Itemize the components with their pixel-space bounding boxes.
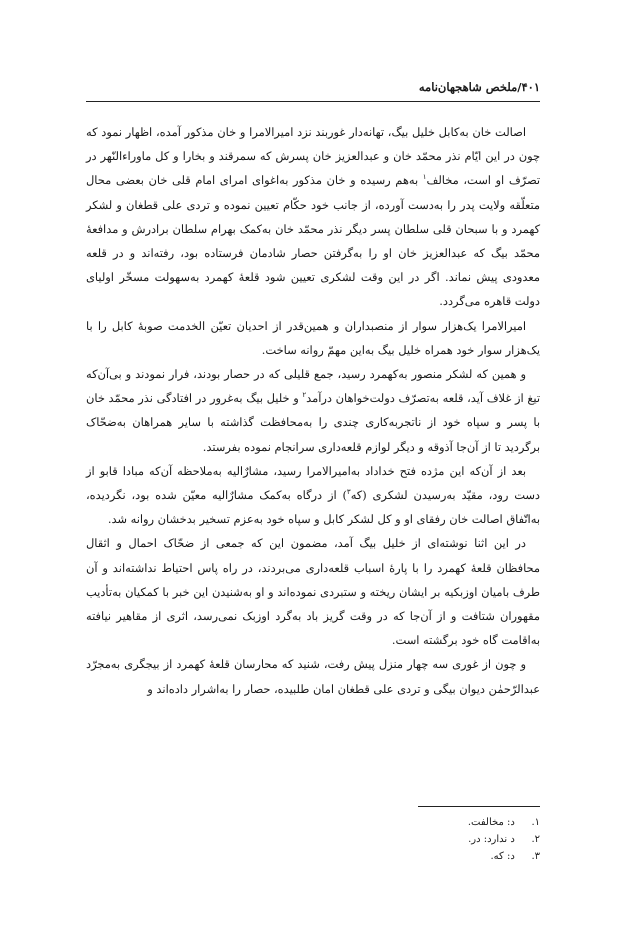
paragraph-text: به‌هم رسیده و خان مذکور به‌اغوای امرای امام قلی خان بعضی محال متعلّقه ولایت پدر را به‌دست آورده، از جانب خود حکّام تعیین نموده و تردی علی قطغان و لشکر کهمرد و با سبحان قلی سلطان پسر دیگر نذر محمّد خان به‌کمک بهرام سلطان برادرش و مدافعهٔ محمّد بیگ که عبدالعزیز خان او را به‌گرفتن حصار شادمان فرستاده بود، رفته‌اند و در قلعه معدودی پیش نماند. اگر در این وقت لشکری تعیین شود قلعهٔ کهمرد به‌سهولت مسخّر اولیای دولت قاهره می‌گردد.: [86, 173, 540, 309]
footnote-text: د ندارد: در.: [468, 834, 515, 845]
paragraph: [86, 531, 540, 652]
footnote-ref[interactable]: ۲: [302, 391, 307, 400]
footnote-number: ۱.: [531, 817, 540, 828]
paragraph-text: بعد از آن‌که این مژده فتح خداداد به‌امیرالامرا رسید، مشارٌالیه به‌ملاحظه آن‌که مبادا قابو از دست رود، مقیّد به‌رسیدن لشکری (که: [86, 463, 541, 503]
footnote-ref[interactable]: ۳: [346, 488, 351, 497]
paragraph: [86, 362, 540, 459]
paragraph-text: و خلیل بیگ به‌غرور در افتادگی نذر محمّد خان با پسر و سپاه خود از ناتجربه‌کاری چندی را به‌محافظت گذاشته با سایر همراهان به‌ضحّاک برگردید تا از آن‌جا آذوقه و دیگر لوازم قلعه‌داری سرانجام نموده بفرستد.: [86, 391, 540, 454]
footnote: [86, 814, 540, 831]
paragraph-text: امیرالامرا یک‌هزار سوار از منصبداران و همین‌قدر از احدیان تعیّن الخدمت صوبهٔ کابل را با یک‌هزار سوار خود همراه خلیل بیگ به‌این مهمّ روانه ساخت.: [86, 318, 540, 357]
footnote: [86, 831, 540, 848]
footnote-text: د: مخالفت.: [467, 817, 515, 828]
footnote-number: ۳.: [531, 851, 540, 862]
footnote-ref[interactable]: ۱: [422, 173, 427, 182]
body-text: [86, 120, 540, 701]
paragraph: [86, 459, 540, 532]
paragraph-text: اصالت خان به‌کابل خلیل بیگ، تهانه‌دار غوربند نزد امیرالامرا و خان مذکور آمده، اظهار نمود که چون در این ایّام نذر محمّد خان و عبدالعزیز خان پسرش که سمرقند و بخارا و کل ماوراءالنّهر در تصرّف او است، مخالف: [86, 125, 540, 188]
paragraph-text: و همین که لشکر منصور به‌کهمرد رسید، جمع قلیلی که در حصار بودند، فرار نمودند و بی‌آن‌که تیغ از غلاف آید، قلعه به‌تصرّف دولت‌خواهان درآمد: [86, 367, 540, 406]
footnotes: [86, 814, 540, 865]
running-header: ۴۰۱/ملخص شاهجهان‌نامه: [418, 80, 540, 94]
paragraph-text: ) از درگاه به‌کمک مشارٌالیه معیّن شده بود، نگردیده، به‌اتّفاق اصالت خان رفقای او و کل لشکر کابل و سپاه خود به‌عزم تسخیر بدخشان روانه شد.: [86, 488, 540, 527]
paragraph: [86, 652, 540, 700]
paragraph: [86, 314, 540, 362]
paragraph-text: و چون از غوری سه چهار منزل پیش رفت، شنید که محارسان قلعهٔ کهمرد از بیجگری به‌مجرّد عبدالرّحمٰن دیوان بیگی و تردی علی قطغان امان طلبیده، حصار را به‌اشرار داده‌اند و: [86, 657, 540, 696]
footnote-divider: [418, 806, 540, 807]
footnote: [86, 848, 540, 865]
paragraph-text: در این اثنا نوشته‌ای از خلیل بیگ آمد، مضمون این که جمعی از ضحّاک احمال و اثقال محافظان قلعهٔ کهمرد را با پارهٔ اسباب قلعه‌داری می‌بردند، در راه پاس احتیاط نداشته‌اند و آن طرف بامیان اوزبکیه بر ایشان ریخته و ستبردی نموده‌اند و او به‌شنیدن این خبر با کمکیان به‌تأدیب مقهوران شتافت و از آن‌جا که در وقت گریز باد به‌گرد اوزبک نمی‌رسد، اثری از مقاهیر نیافته به‌اقامت گاه خود برگشته است.: [86, 536, 540, 648]
footnote-text: د: که.: [490, 851, 515, 862]
footnote-number: ۲.: [531, 834, 540, 845]
paragraph: [86, 120, 540, 314]
header-divider: [86, 101, 540, 102]
